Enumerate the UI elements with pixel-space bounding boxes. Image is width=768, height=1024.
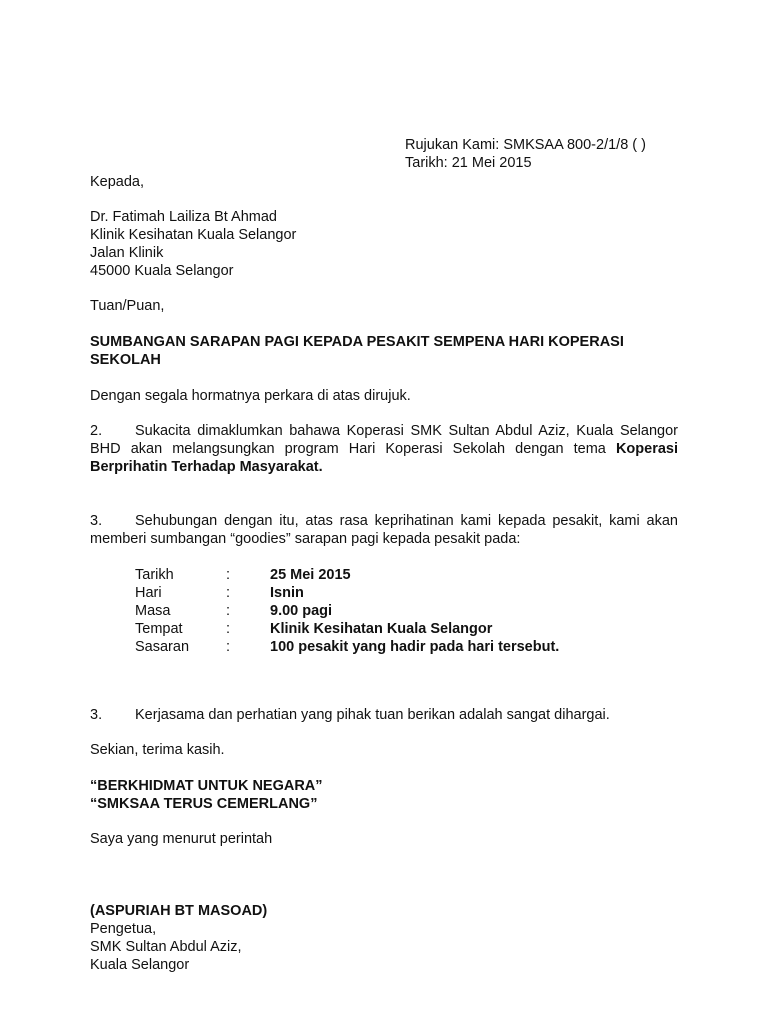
- detail-value: Klinik Kesihatan Kuala Selangor: [270, 621, 493, 637]
- detail-row: [0, 602, 768, 620]
- intro-paragraph: Dengan segala hormatnya perkara di atas dirujuk.: [90, 388, 411, 404]
- greeting: Tuan/Puan,: [90, 298, 165, 314]
- detail-label: Tempat: [135, 621, 183, 637]
- detail-value: Isnin: [270, 585, 304, 601]
- detail-colon: :: [226, 621, 231, 637]
- detail-label: Hari: [135, 585, 162, 601]
- detail-colon: :: [226, 639, 231, 655]
- detail-colon: :: [226, 603, 231, 619]
- detail-label: Tarikh: [135, 567, 174, 583]
- letter-date: Tarikh: 21 Mei 2015: [405, 155, 532, 171]
- detail-row: [0, 620, 768, 638]
- motto-line-1: “BERKHIDMAT UNTUK NEGARA”: [90, 778, 323, 794]
- paragraph-3-number: 3.: [90, 513, 103, 529]
- detail-label: Masa: [135, 603, 171, 619]
- signatory-title: Pengetua,: [90, 921, 157, 937]
- motto-line-2: “SMKSAA TERUS CEMERLANG”: [90, 796, 318, 812]
- paragraph-2-theme: Koperasi Berprihatin Terhadap Masyarakat.: [90, 441, 678, 475]
- paragraph-2: [90, 422, 678, 476]
- detail-row: [0, 638, 768, 656]
- detail-value: 9.00 pagi: [270, 603, 333, 619]
- closing-line: Sekian, terima kasih.: [90, 742, 225, 758]
- subject-line-2: SEKOLAH: [90, 352, 161, 368]
- paragraph-2-text: Sukacita dimaklumkan bahawa Koperasi SMK Sultan Abdul Aziz, Kuala Selangor BHD akan melangsungkan program Hari Koperasi Sekolah dengan tema: [90, 423, 678, 457]
- signatory-location: Kuala Selangor: [90, 957, 190, 973]
- recipient-name: Dr. Fatimah Lailiza Bt Ahmad: [90, 209, 277, 225]
- signatory-school: SMK Sultan Abdul Aziz,: [90, 939, 242, 955]
- paragraph-4: [90, 706, 610, 724]
- recipient-org: Klinik Kesihatan Kuala Selangor: [90, 227, 297, 243]
- detail-colon: :: [226, 585, 231, 601]
- detail-row: [0, 584, 768, 602]
- reference-number: Rujukan Kami: SMKSAA 800-2/1/8 ( ): [405, 137, 646, 153]
- signatory-name: (ASPURIAH BT MASOAD): [90, 903, 268, 919]
- paragraph-4-number: 3.: [90, 707, 103, 723]
- paragraph-3-text: Sehubungan dengan itu, atas rasa keprihatinan kami kepada pesakit, kami akan memberi sumbangan “goodies” sarapan pagi kepada pesakit pada:: [90, 513, 678, 547]
- recipient-street: Jalan Klinik: [90, 245, 164, 261]
- recipient-to: Kepada,: [90, 174, 145, 190]
- detail-colon: :: [226, 567, 231, 583]
- detail-row: [0, 566, 768, 584]
- detail-label: Sasaran: [135, 639, 190, 655]
- detail-value: 100 pesakit yang hadir pada hari tersebut.: [270, 639, 560, 655]
- paragraph-2-number: 2.: [90, 423, 103, 439]
- paragraph-4-text: Kerjasama dan perhatian yang pihak tuan berikan adalah sangat dihargai.: [135, 707, 610, 723]
- detail-value: 25 Mei 2015: [270, 567, 351, 583]
- recipient-postcode-city: 45000 Kuala Selangor: [90, 263, 234, 279]
- paragraph-3: [90, 512, 678, 548]
- sign-intro: Saya yang menurut perintah: [90, 831, 273, 847]
- subject-line-1: SUMBANGAN SARAPAN PAGI KEPADA PESAKIT SEMPENA HARI KOPERASI: [90, 334, 624, 350]
